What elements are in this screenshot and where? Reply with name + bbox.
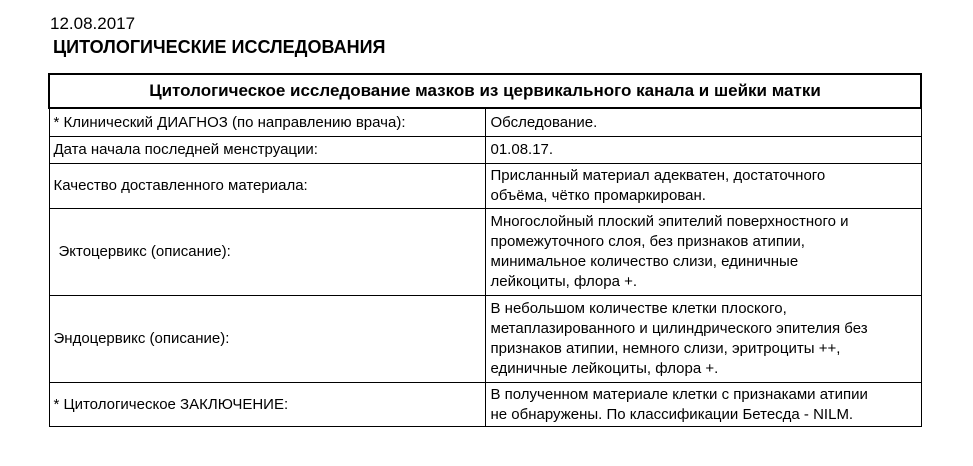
row-value — [485, 108, 921, 137]
value-line: В небольшом количестве клетки плоского, — [490, 300, 787, 317]
table-row-material-quality — [49, 164, 921, 209]
table-row-conclusion — [49, 383, 921, 427]
value-line: лейкоциты, флора +. — [490, 273, 638, 290]
table-title: Цитологическое исследование мазков из цервикального канала и шейки матки — [49, 74, 921, 108]
row-label: Качество доставленного материала: — [49, 164, 485, 209]
row-value — [485, 296, 921, 383]
value-line: минимальное количество слизи, единичные — [490, 253, 799, 270]
value-line: метаплазированного и цилиндрического эпителия без — [490, 320, 868, 337]
table-title-row — [49, 74, 921, 108]
value-line: 01.08.17. — [490, 141, 554, 158]
table-row-endocervix — [49, 296, 921, 383]
row-value — [485, 164, 921, 209]
value-line: единичные лейкоциты, флора +. — [490, 360, 719, 377]
table-row-last-menstruation — [49, 137, 921, 164]
row-label: Эктоцервикс (описание): — [49, 209, 485, 296]
row-value — [485, 209, 921, 296]
table-row-diagnosis — [49, 108, 921, 137]
value-line: Обследование. — [490, 113, 598, 131]
row-value — [485, 137, 921, 164]
row-label: * Клинический ДИАГНОЗ (по направлению врача): — [49, 108, 485, 137]
cytology-results-table — [48, 73, 922, 427]
report-heading: ЦИТОЛОГИЧЕСКИЕ ИССЛЕДОВАНИЯ — [53, 37, 386, 57]
report-date: 12.08.2017 — [50, 14, 136, 33]
value-line: В полученном материале клетки с признаками атипии — [490, 385, 868, 403]
value-line: Присланный материал адекватен, достаточного — [490, 167, 826, 184]
value-line: объёма, чётко промаркирован. — [490, 187, 706, 204]
row-label: Дата начала последней менструации: — [49, 137, 485, 164]
row-label: Эндоцервикс (описание): — [49, 296, 485, 383]
table-row-ectocervix — [49, 209, 921, 296]
value-line: не обнаружены. По классификации Бетесда - NILM. — [490, 405, 854, 423]
value-line: признаков атипии, немного слизи, эритроциты ++, — [490, 340, 841, 357]
value-line: промежуточного слоя, без признаков атипии, — [490, 233, 805, 250]
row-label: * Цитологическое ЗАКЛЮЧЕНИЕ: — [49, 383, 485, 427]
row-value — [485, 383, 921, 427]
value-line: Многослойный плоский эпителий поверхностного и — [490, 213, 849, 230]
